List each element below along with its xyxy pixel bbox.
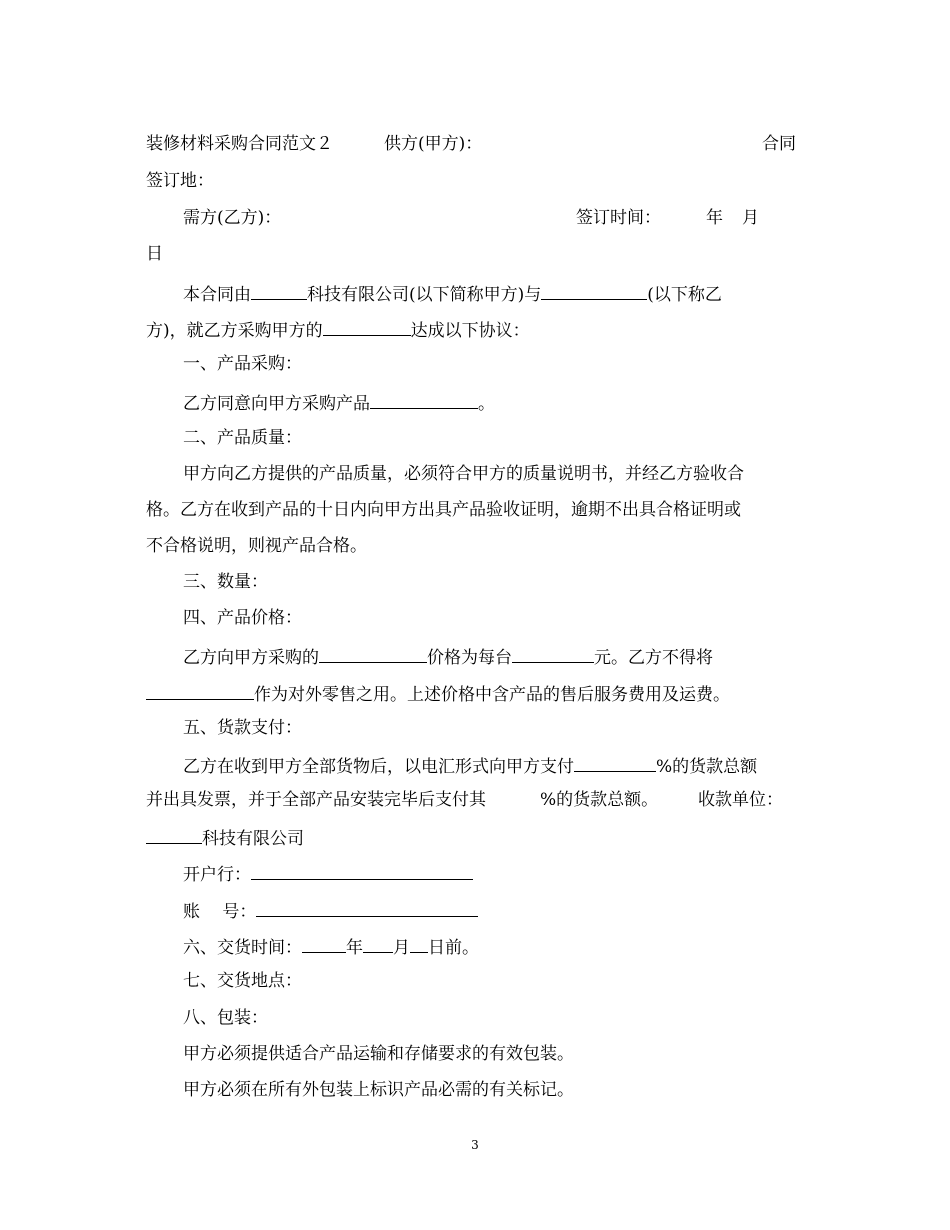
contract-label: 合同 [762,134,796,154]
sign-year: 年 [706,208,723,228]
section-8-line-1: 甲方必须提供适合产品运输和存储要求的有效包装。 [183,1044,574,1064]
section-8-heading: 八、包装： [183,1008,268,1028]
payee-label: 收款单位： [698,790,783,810]
buyer-label: 需方(乙方)： [183,208,282,228]
section-5-heading: 五、货款支付： [183,718,302,738]
sign-place-label: 签订地： [146,171,214,191]
section-7-heading: 七、交货地点： [183,971,302,991]
section-3-heading: 三、数量： [183,572,268,592]
account-line: 账 号： [183,898,478,923]
supplier-label: 供方(甲方)： [384,134,483,154]
doc-title: 装修材料采购合同范文２ [146,134,333,154]
section-1-text: 乙方同意向甲方采购产品 。 [183,390,495,415]
sign-time-label: 签订时间： [576,208,661,228]
section-8-line-2: 甲方必须在所有外包装上标识产品必需的有关标记。 [183,1080,574,1100]
section-4-line-1: 乙方向甲方采购的 价格为每台 元。乙方不得将 [183,644,713,669]
page-number: 3 [471,1138,479,1152]
section-2-heading: 二、产品质量： [183,428,302,448]
section-1-heading: 一、产品采购： [183,354,302,374]
sign-month: 月 [742,208,759,228]
section-2-line-2: 格。乙方在收到产品的十日内向甲方出具产品验收证明，逾期不出具合格证明或 [146,500,741,520]
paragraph-intro-cont: 方)，就乙方采购甲方的 达成以下协议： [146,317,530,342]
section-5-line-1: 乙方在收到甲方全部货物后，以电汇形式向甲方支付 %的货款总额 [183,753,757,778]
payee-name: 科技有限公司 [146,825,304,850]
section-5-percent-text: %的货款总额。 [540,790,659,810]
section-4-heading: 四、产品价格： [183,608,302,628]
paragraph-intro: 本合同由 科技有限公司(以下简称甲方)与 (以下称乙 [183,281,722,306]
section-4-line-2: 作为对外零售之用。上述价格中含产品的售后服务费用及运费。 [146,681,730,706]
section-5-line-2: 并出具发票，并于全部产品安装完毕后支付其 [146,790,486,810]
section-2-line-1: 甲方向乙方提供的产品质量，必须符合甲方的质量说明书，并经乙方验收合 [183,464,744,484]
sign-day: 日 [146,244,163,264]
bank-line: 开户行： [183,861,473,886]
section-6-line: 六、交货时间： 年 月 日前。 [183,934,479,959]
section-2-line-3: 不合格说明，则视产品合格。 [146,536,367,556]
